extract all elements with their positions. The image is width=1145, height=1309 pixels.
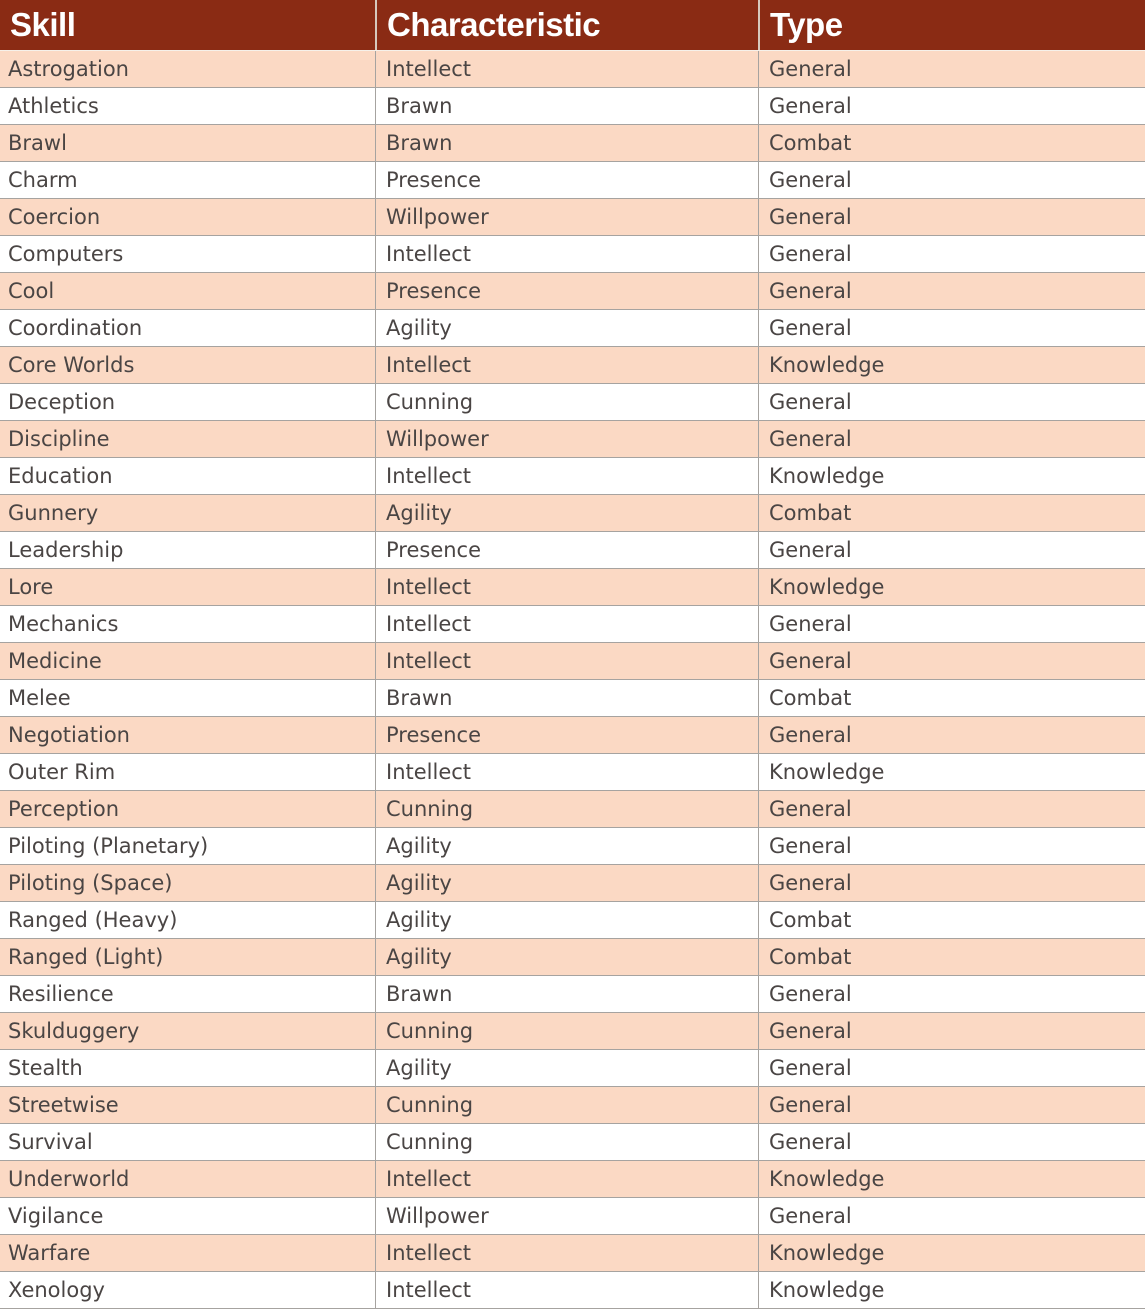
type-cell: Knowledge: [758, 347, 1145, 383]
characteristic-cell: Agility: [375, 310, 758, 346]
characteristic-cell: Intellect: [375, 347, 758, 383]
type-cell: General: [758, 791, 1145, 827]
skill-cell: Leadership: [8, 538, 124, 562]
characteristic-cell: Intellect: [375, 458, 758, 494]
characteristic-cell: Agility: [375, 865, 758, 901]
table-body: [0, 51, 1145, 1309]
skill-cell: Xenology: [8, 1278, 105, 1302]
table-row: [0, 273, 1145, 310]
skill-cell: Perception: [8, 797, 120, 821]
table-row: [0, 939, 1145, 976]
type-cell: General: [758, 310, 1145, 346]
table-row: [0, 1050, 1145, 1087]
skill-cell: Outer Rim: [8, 760, 116, 784]
table-row: [0, 1124, 1145, 1161]
skill-cell: Resilience: [8, 982, 114, 1006]
characteristic-cell: Cunning: [375, 1124, 758, 1160]
type-cell: General: [758, 236, 1145, 272]
characteristic-cell: Cunning: [375, 384, 758, 420]
type-cell: General: [758, 717, 1145, 753]
type-cell: General: [758, 384, 1145, 420]
table-row: [0, 569, 1145, 606]
type-cell: General: [758, 865, 1145, 901]
table-row: [0, 1013, 1145, 1050]
type-cell: Knowledge: [758, 458, 1145, 494]
skill-cell: Medicine: [8, 649, 102, 673]
skill-cell: Mechanics: [8, 612, 119, 636]
skill-cell: Piloting (Planetary): [8, 834, 209, 858]
skill-cell: Charm: [8, 168, 78, 192]
skill-cell: Streetwise: [8, 1093, 119, 1117]
type-cell: General: [758, 1124, 1145, 1160]
characteristic-cell: Agility: [375, 828, 758, 864]
characteristic-cell: Intellect: [375, 606, 758, 642]
skill-cell: Deception: [8, 390, 116, 414]
characteristic-cell: Presence: [375, 162, 758, 198]
table-row: [0, 1272, 1145, 1309]
table-header: [0, 0, 1145, 50]
type-cell: General: [758, 1050, 1145, 1086]
characteristic-cell: Brawn: [375, 976, 758, 1012]
type-cell: General: [758, 828, 1145, 864]
characteristic-cell: Intellect: [375, 1272, 758, 1308]
table-row: [0, 643, 1145, 680]
skill-cell: Athletics: [8, 94, 99, 118]
characteristic-cell: Intellect: [375, 236, 758, 272]
table-row: [0, 125, 1145, 162]
characteristic-cell: Brawn: [375, 125, 758, 161]
table-row: [0, 199, 1145, 236]
table-row: [0, 680, 1145, 717]
type-cell: Combat: [758, 939, 1145, 975]
skill-cell: Lore: [8, 575, 54, 599]
skill-cell: Negotiation: [8, 723, 130, 747]
table-row: [0, 347, 1145, 384]
type-cell: Knowledge: [758, 1161, 1145, 1197]
characteristic-cell: Agility: [375, 495, 758, 531]
skill-cell: Astrogation: [8, 57, 129, 81]
table-row: [0, 1087, 1145, 1124]
skill-cell: Coordination: [8, 316, 143, 340]
characteristic-cell: Intellect: [375, 643, 758, 679]
type-cell: Knowledge: [758, 1272, 1145, 1308]
characteristic-cell: Intellect: [375, 569, 758, 605]
table-row: [0, 1161, 1145, 1198]
characteristic-cell: Willpower: [375, 1198, 758, 1234]
characteristic-cell: Agility: [375, 1050, 758, 1086]
skill-cell: Melee: [8, 686, 71, 710]
table-row: [0, 88, 1145, 125]
characteristic-cell: Intellect: [375, 51, 758, 87]
characteristic-cell: Intellect: [375, 754, 758, 790]
table-row: [0, 717, 1145, 754]
characteristic-cell: Agility: [375, 902, 758, 938]
table-row: [0, 828, 1145, 865]
characteristic-cell: Intellect: [375, 1235, 758, 1271]
characteristic-cell: Willpower: [375, 199, 758, 235]
characteristic-cell: Brawn: [375, 680, 758, 716]
table-row: [0, 421, 1145, 458]
type-cell: General: [758, 273, 1145, 309]
type-cell: General: [758, 976, 1145, 1012]
skill-cell: Underworld: [8, 1167, 130, 1191]
skill-cell: Brawl: [8, 131, 67, 155]
characteristic-cell: Willpower: [375, 421, 758, 457]
skill-cell: Skulduggery: [8, 1019, 140, 1043]
table-row: [0, 532, 1145, 569]
type-cell: General: [758, 199, 1145, 235]
type-cell: Knowledge: [758, 569, 1145, 605]
table-row: [0, 458, 1145, 495]
type-cell: Combat: [758, 902, 1145, 938]
skill-cell: Coercion: [8, 205, 101, 229]
table-row: [0, 162, 1145, 199]
table-row: [0, 902, 1145, 939]
type-cell: General: [758, 88, 1145, 124]
characteristic-cell: Cunning: [375, 1087, 758, 1123]
skill-cell: Vigilance: [8, 1204, 104, 1228]
table-row: [0, 1235, 1145, 1272]
column-header-type: Type: [758, 0, 1145, 50]
table-row: [0, 310, 1145, 347]
table-row: [0, 865, 1145, 902]
characteristic-cell: Intellect: [375, 1161, 758, 1197]
skill-cell: Piloting (Space): [8, 871, 173, 895]
characteristic-cell: Brawn: [375, 88, 758, 124]
skill-cell: Cool: [8, 279, 55, 303]
type-cell: General: [758, 532, 1145, 568]
skill-cell: Stealth: [8, 1056, 83, 1080]
type-cell: General: [758, 643, 1145, 679]
type-cell: General: [758, 421, 1145, 457]
characteristic-cell: Presence: [375, 717, 758, 753]
type-cell: General: [758, 51, 1145, 87]
skill-cell: Computers: [8, 242, 124, 266]
type-cell: General: [758, 162, 1145, 198]
skill-cell: Gunnery: [8, 501, 99, 525]
skill-cell: Discipline: [8, 427, 110, 451]
type-cell: General: [758, 606, 1145, 642]
characteristic-cell: Cunning: [375, 791, 758, 827]
table-row: [0, 495, 1145, 532]
type-cell: Knowledge: [758, 754, 1145, 790]
table-row: [0, 384, 1145, 421]
type-cell: General: [758, 1198, 1145, 1234]
table-row: [0, 791, 1145, 828]
type-cell: Knowledge: [758, 1235, 1145, 1271]
skill-cell: Ranged (Heavy): [8, 908, 178, 932]
skill-cell: Warfare: [8, 1241, 91, 1265]
type-cell: Combat: [758, 125, 1145, 161]
characteristic-cell: Presence: [375, 532, 758, 568]
table-row: [0, 236, 1145, 273]
table-row: [0, 606, 1145, 643]
table-row: [0, 976, 1145, 1013]
table-row: [0, 1198, 1145, 1235]
type-cell: Combat: [758, 495, 1145, 531]
type-cell: Combat: [758, 680, 1145, 716]
type-cell: General: [758, 1087, 1145, 1123]
column-header-characteristic: Characteristic: [375, 0, 758, 50]
column-header-skill: Skill: [10, 6, 76, 43]
characteristic-cell: Cunning: [375, 1013, 758, 1049]
skill-cell: Survival: [8, 1130, 93, 1154]
table-row: [0, 754, 1145, 791]
type-cell: General: [758, 1013, 1145, 1049]
skill-cell: Education: [8, 464, 113, 488]
characteristic-cell: Agility: [375, 939, 758, 975]
skill-cell: Core Worlds: [8, 353, 135, 377]
table-row: [0, 51, 1145, 88]
characteristic-cell: Presence: [375, 273, 758, 309]
skill-cell: Ranged (Light): [8, 945, 164, 969]
